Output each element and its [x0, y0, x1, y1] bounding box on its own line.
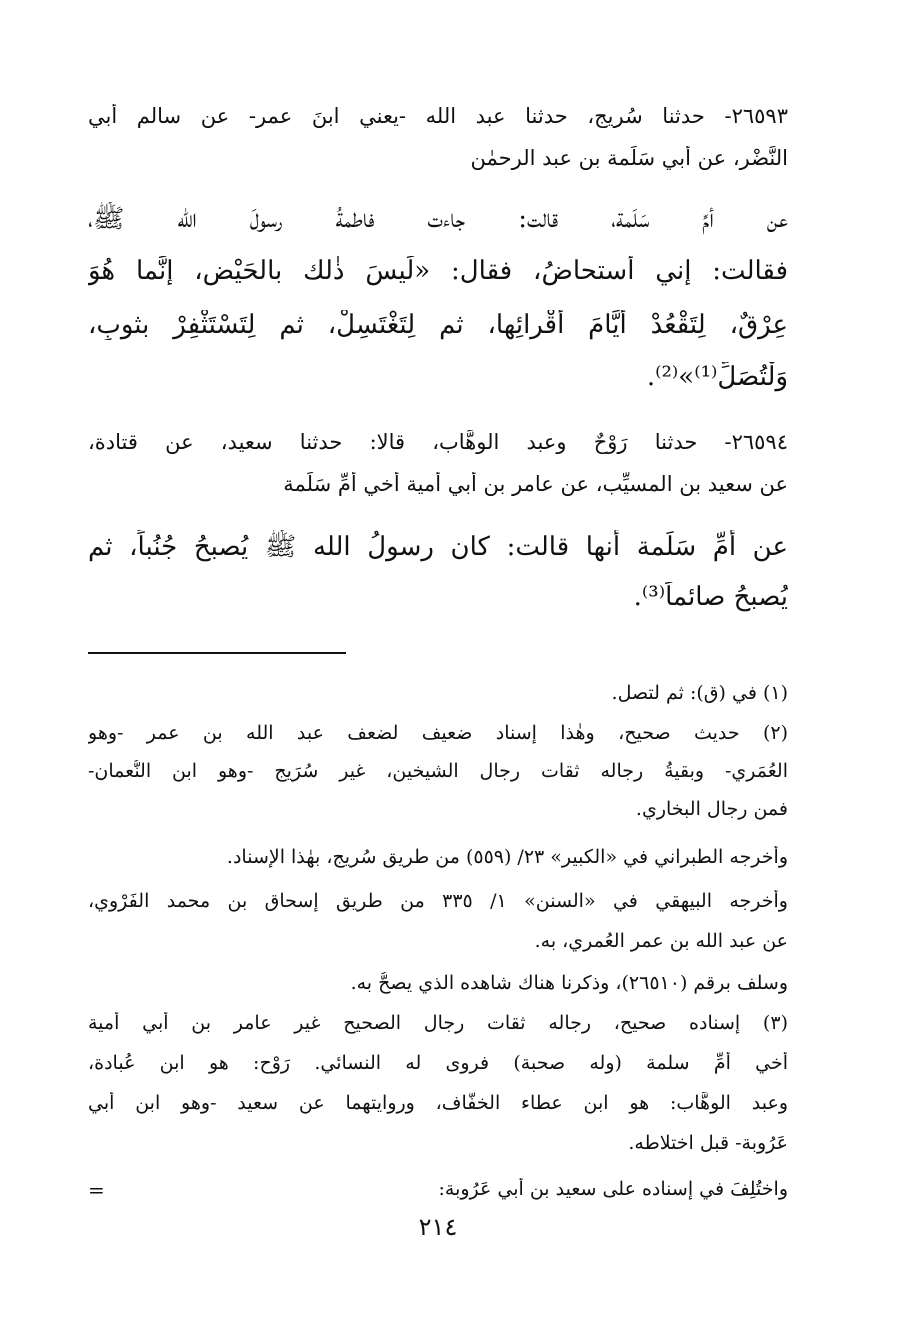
footnote-3-line-2: أخي أمِّ سلمة (وله صحبة) فروى له النسائي. رَوْح: هو ابن عُبادة، — [88, 1052, 788, 1074]
hadith-26593-isnad-line-2: النَّضْر، عن أبي سَلَمة بن عبد الرحمٰن — [470, 146, 788, 170]
footnote-2-line-1: (٢) حديث صحيح، وهٰذا إسناد ضعيف لضعف عبد الله بن عمر -وهو — [88, 722, 788, 744]
continuation-mark: = — [88, 1178, 105, 1202]
hadith-26594-matn-line-1: عن أمِّ سَلَمة أنها قالت: كان رسولُ الله ﷺ يُصبحُ جُنُباً، ثم — [88, 532, 788, 562]
hadith-26594-matn-line-2: يُصبحُ صائماً⁽³⁾. — [633, 582, 788, 612]
footnote-3-line-1: (٣) إسناده صحيح، رجاله ثقات رجال الصحيح غير عامر بن أبي أمية — [88, 1012, 788, 1034]
footnote-2-line-2: العُمَري- وبقيةُ رجاله ثقات رجال الشيخين، غير سُرَيج -وهو ابن النُّعمان- — [88, 760, 788, 782]
footnote-separator — [88, 652, 346, 654]
hadith-26593-matn-line-3: عِرْقٌ، لِتَقْعُدْ أيَّامَ أقْرائِها، ثم لِتَغْتَسِلْ، ثم لِتَسْتَثْفِرْ بثوبٍ، — [88, 310, 788, 340]
page — [88, 0, 788, 1330]
footnote-3-line-4: عَرُوبة- قبل اختلاطه. — [628, 1132, 788, 1154]
page-number: ٢١٤ — [418, 1213, 458, 1241]
footnote-2-takhrij-2-line-2: عن عبد الله بن عمر العُمري، به. — [534, 930, 788, 952]
hadith-26594-isnad-line-1: ٢٦٥٩٤- حدثنا رَوْحٌ وعبد الوهَّاب، قالا: حدثنا سعيد، عن قتادة، — [88, 430, 788, 454]
footnote-3-line-3: وعبد الوهَّاب: هو ابن عطاء الخفَّاف، وروايتهما عن سعيد -وهو ابن أبي — [88, 1092, 788, 1114]
hadith-26594-isnad-line-2: عن سعيد بن المسيِّب، عن عامر بن أبي أمية أخي أمِّ سَلَمة — [283, 472, 788, 496]
footnote-2-takhrij-1: وأخرجه الطبراني في «الكبير» ٢٣/ (٥٥٩) من طريق سُريج، بهٰذا الإسناد. — [226, 846, 788, 868]
hadith-26593-matn-line-4: وَلْتُصَلِّ⁽¹⁾»⁽²⁾. — [646, 362, 788, 392]
footnote-1: (١) في (ق): ثم لتصل. — [611, 682, 788, 704]
footnote-2-line-3: فمن رجال البخاري. — [635, 798, 788, 820]
hadith-26593-matn-line-1: عن أمِّ سَلَمة، قالت: جاءت فاطمةُ رسولَ الله ﷺ، — [88, 204, 788, 234]
footnote-3-continuation: واختُلِفَ في إسناده على سعيد بن أبي عَرُوبة: — [438, 1178, 788, 1200]
footnote-2-takhrij-2-line-1: وأخرجه البيهقي في «السنن» ١/ ٣٣٥ من طريق إسحاق بن محمد الفَرْوي، — [88, 890, 788, 912]
hadith-26593-isnad-line-1: ٢٦٥٩٣- حدثنا سُريج، حدثنا عبد الله -يعني ابنَ عمر- عن سالم أبي — [88, 104, 788, 128]
footnote-2-cross-reference: وسلف برقم (٢٦٥١٠)، وذكرنا هناك شاهده الذي يصحُّ به. — [350, 972, 788, 994]
hadith-26593-matn-line-2: فقالت: إني أُستحاضُ، فقال: «لَيسَ ذٰلك بالحَيْضِ، إنَّما هُوَ — [88, 256, 788, 286]
